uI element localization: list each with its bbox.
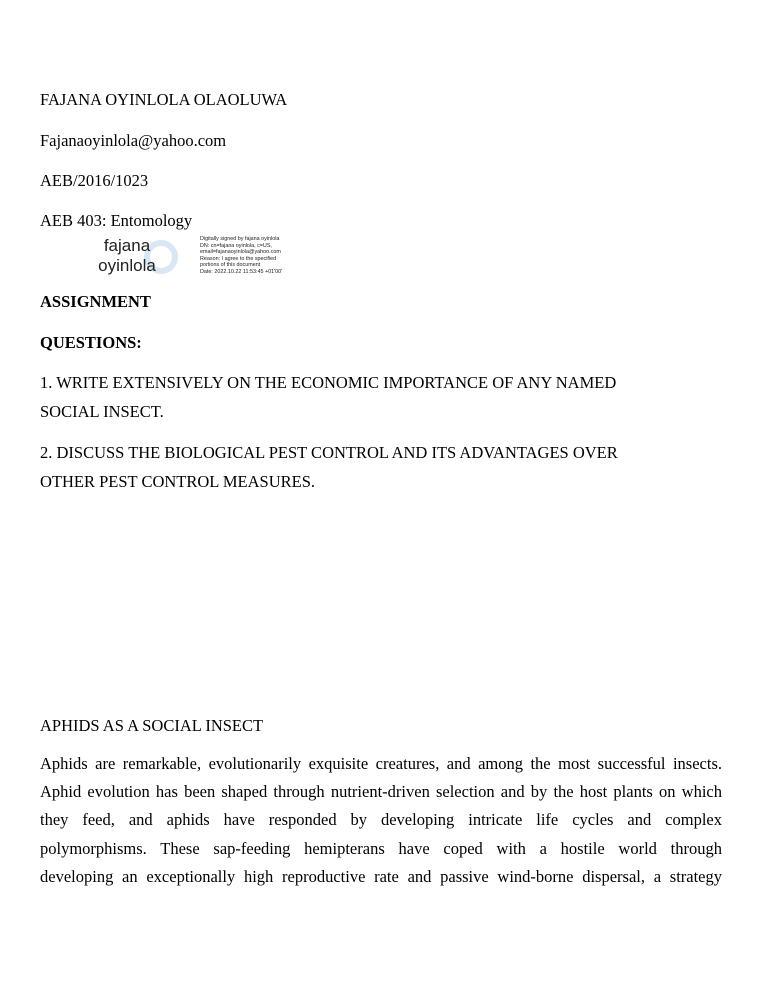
section-title: APHIDS AS A SOCIAL INSECT: [40, 716, 264, 735]
signature-name-line2: oyinlola: [98, 256, 156, 275]
paragraph-line: developing an exceptionally high reproductive rate and passive wind-borne dispersal, a strategy: [40, 866, 722, 886]
matric-number: AEB/2016/1023: [40, 171, 149, 190]
assignment-heading: ASSIGNMENT: [40, 292, 151, 311]
question-1-line-2: SOCIAL INSECT.: [40, 402, 164, 421]
course-title: AEB 403: Entomology: [40, 211, 193, 230]
digital-signature: [84, 232, 284, 280]
signature-detail-line: email=fajanaoyinlola@yahoo.com: [200, 249, 281, 256]
signature-detail-line: Digitally signed by fajana oyinlola: [200, 236, 280, 242]
question-1-line-1: 1. WRITE EXTENSIVELY ON THE ECONOMIC IMPORTANCE OF ANY NAMED: [40, 373, 617, 392]
signature-detail-line: DN: cn=fajana oyinlola, c=US,: [200, 242, 272, 249]
author-name: FAJANA OYINLOLA OLAOLUWA: [40, 90, 288, 109]
paragraph-line: Aphids are remarkable, evolutionarily exquisite creatures, and among the most successful insects.: [40, 754, 722, 773]
questions-heading: QUESTIONS:: [40, 333, 142, 352]
author-email: Fajanaoyinlola@yahoo.com: [40, 131, 227, 150]
question-2-line-2: OTHER PEST CONTROL MEASURES.: [40, 472, 316, 491]
paragraph-line: they feed, and aphids have responded by developing intricate life cycles and complex: [40, 810, 722, 830]
signature-name-line1: fajana: [103, 236, 151, 255]
signature-detail-line: portions of this document: [200, 262, 261, 269]
signature-details: [200, 236, 286, 276]
signature-name: [84, 236, 170, 276]
signature-detail-line: Date: 2022.10.22 11:53:45 +01'00': [200, 268, 283, 275]
paragraph-line: polymorphisms. These sap-feeding hemipterans have coped with a hostile world through: [40, 838, 722, 858]
section-paragraph: [40, 750, 722, 891]
paragraph-line: Aphid evolution has been shaped through nutrient-driven selection and by the host plants on which: [40, 782, 722, 802]
question-2-line-1: 2. DISCUSS THE BIOLOGICAL PEST CONTROL AND ITS ADVANTAGES OVER: [40, 443, 618, 462]
signature-detail-line: Reason: I agree to the specified: [200, 255, 277, 262]
